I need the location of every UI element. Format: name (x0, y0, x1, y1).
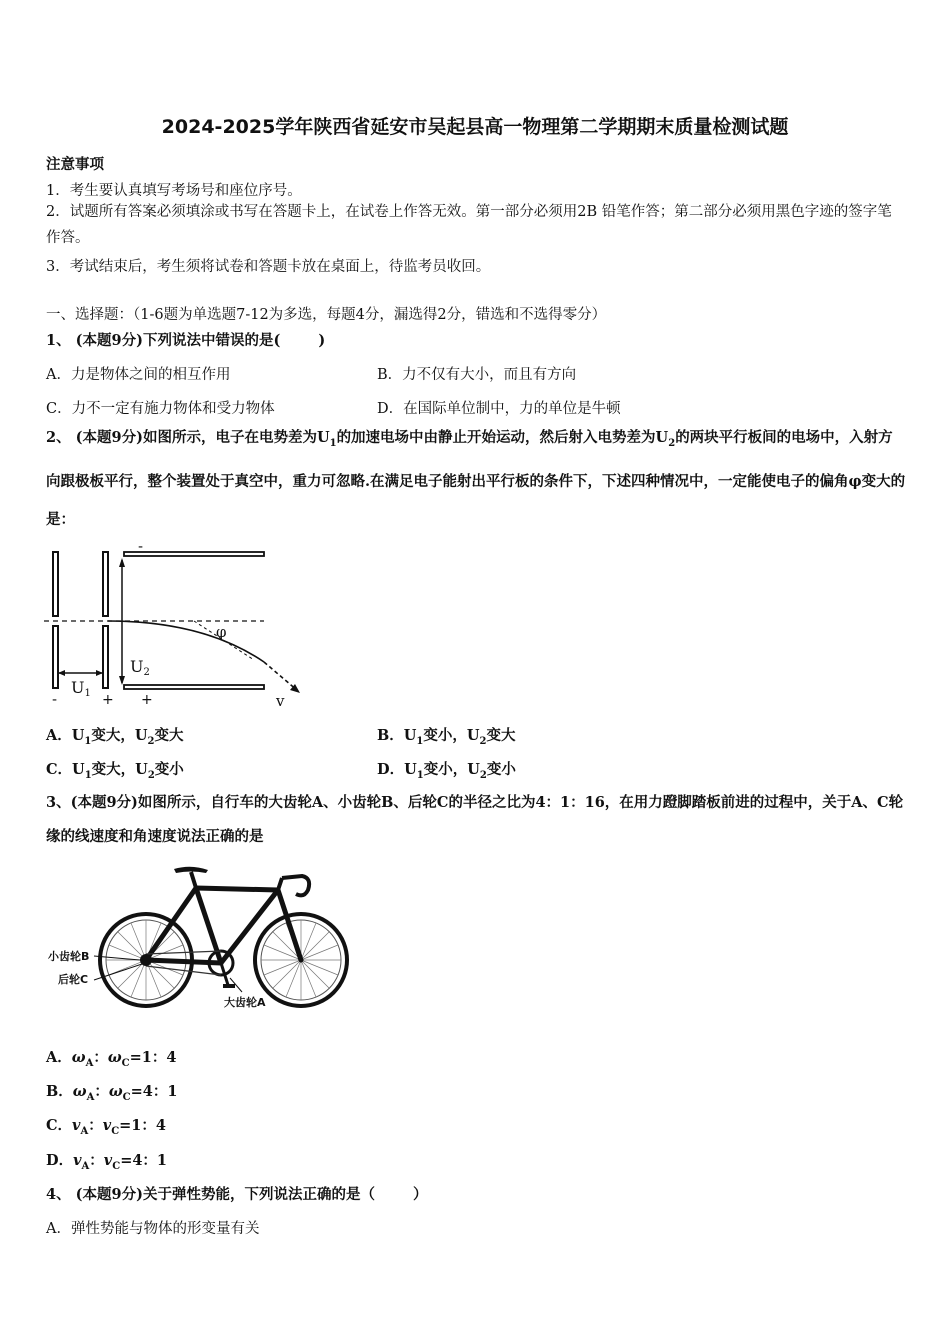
handlebar (282, 876, 309, 895)
phi-label: φ (216, 623, 227, 641)
notice-heading: 注意事项 (46, 156, 104, 173)
question-1-stem: 1、 (本题9分)下列说法中错误的是( ) (46, 332, 326, 349)
label-rear-wheel: 后轮C (58, 973, 89, 986)
u2-arrow-top (119, 558, 125, 567)
u1-plus-sign: + (102, 692, 114, 708)
electron-deflection-diagram (44, 540, 314, 710)
q4-option-a[interactable]: A．弹性势能与物体的形变量有关 (46, 1221, 260, 1237)
bicycle-figure (46, 860, 356, 1020)
seat-post (191, 872, 196, 888)
section-heading: 一、选择题：（1-6题为单选题7-12为多选，每题4分，漏选得2分，错选和不选得零分） (46, 307, 607, 323)
q2-option-a[interactable]: A．$U_1$变大，$U_2$变大 (46, 727, 184, 747)
stem (278, 878, 282, 890)
u2-arrow-bottom (119, 676, 125, 685)
question-3-stem: 3、(本题9分)如图所示，自行车的大齿轮A、小齿轮B、后轮C的半径之比为4：1：16，在用力蹬脚踏板前进的过程中，关于A、C轮缘的线速度和角速度说法正确的是 (46, 794, 904, 845)
accel-plate-right-bottom (103, 626, 108, 688)
q1-option-a[interactable]: A．力是物体之间的相互作用 (46, 367, 231, 383)
pedal (223, 984, 235, 988)
q2-option-d[interactable]: D．$U_1$变小，$U_2$变小 (377, 761, 516, 781)
u1-arrow-left (58, 670, 65, 676)
u1-minus-sign: - (52, 692, 58, 708)
deflect-plate-bottom (124, 685, 264, 689)
page-title: 2024-2025学年陕西省延安市吴起县高一物理第二学期期末质量检测试题 (161, 116, 789, 138)
notice-item: 2．试题所有答案必须填涂或书写在答题卡上，在试卷上作答无效。第一部分必须用2B 铅笔作答；第二部分必须用黑色字迹的签字笔作答。 (46, 204, 892, 246)
u1-arrow-right (96, 670, 103, 676)
notice-item: 1．考生要认真填写考场号和座位序号。 (46, 183, 302, 199)
q3-option-a[interactable]: A．$\omega_A$：$\omega_C=1$：4 (46, 1049, 177, 1069)
q1-option-b[interactable]: B．力不仅有大小，而且有方向 (377, 367, 577, 383)
accel-plate-left-top (53, 552, 58, 616)
q2-option-b[interactable]: B．$U_1$变小，$U_2$变大 (377, 727, 516, 747)
chain-top (146, 951, 221, 954)
q3-option-d[interactable]: D．$v_A$：$v_C=4$：1 (46, 1152, 168, 1172)
velocity-label: v (276, 692, 285, 710)
top-plate-minus-sign: - (138, 540, 144, 555)
q1-option-c[interactable]: C．力不一定有施力物体和受力物体 (46, 401, 275, 417)
accel-plate-right-top (103, 552, 108, 616)
label-small-gear: 小齿轮B (48, 950, 90, 963)
bottom-plate-plus-sign: + (141, 692, 153, 708)
q2-option-c[interactable]: C．$U_1$变大，$U_2$变小 (46, 761, 184, 781)
label-big-gear: 大齿轮A (224, 996, 266, 1009)
q1-option-d[interactable]: D．在国际单位制中，力的单位是牛顿 (377, 401, 621, 417)
u2-label: U2 (130, 657, 150, 678)
u1-label: U1 (71, 678, 91, 699)
question-4-stem: 4、 (本题9分)关于弹性势能，下列说法正确的是（ ） (46, 1186, 428, 1203)
accel-plate-left-bottom (53, 626, 58, 688)
q3-option-c[interactable]: C．$v_A$：$v_C=1$：4 (46, 1117, 166, 1137)
electron-trajectory (108, 621, 264, 662)
deflect-plate-top (124, 552, 264, 556)
notice-item: 3．考试结束后，考生须将试卷和答题卡放在桌面上，待监考员收回。 (46, 259, 491, 275)
q3-option-b[interactable]: B．$\omega_A$：$\omega_C=4$：1 (46, 1083, 178, 1103)
question-2-stem: 2、 (本题9分)如图所示，电子在电势差为$U_1$的加速电场中由静止开始运动，然后射入电势差为$U_2$的两块平行板间的电场中，入射方向跟极板平行，整个装置处于真空中，重力可忽略.在满足电子能射出平行板的条件下，下述四种情况中，一定能使电子的偏角φ变大的是： (46, 429, 906, 528)
